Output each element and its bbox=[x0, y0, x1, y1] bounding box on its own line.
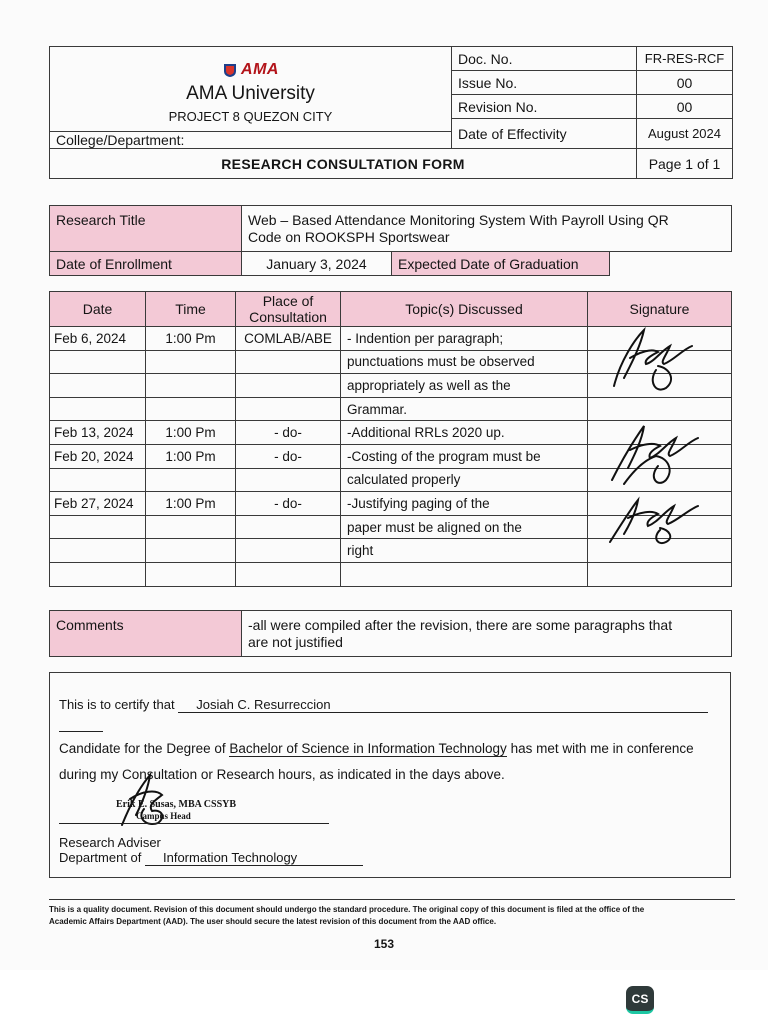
certify-line bbox=[59, 697, 708, 713]
date-cell: Feb 6, 2024 bbox=[50, 327, 146, 351]
time-cell bbox=[146, 515, 236, 539]
time-cell bbox=[146, 562, 236, 586]
effectivity-value: August 2024 bbox=[637, 119, 733, 149]
research-title-line: Web – Based Attendance Monitoring System With Payroll Using QR bbox=[248, 211, 669, 228]
quality-note-line: This is a quality document. Revision of this document should undergo the standard procedure. The original copy of this document is filed at the office of the bbox=[49, 905, 645, 914]
place-cell: - do- bbox=[236, 444, 341, 468]
table-row bbox=[50, 397, 732, 421]
page-number: 153 bbox=[373, 937, 395, 951]
comments-line: are not justified bbox=[248, 634, 343, 650]
topic-cell: calculated properly bbox=[341, 468, 588, 492]
date-cell bbox=[50, 515, 146, 539]
logo-wordmark: AMA bbox=[241, 60, 279, 78]
issue-no-value: 00 bbox=[637, 71, 733, 95]
time-cell: 1:00 Pm bbox=[146, 444, 236, 468]
time-cell bbox=[146, 374, 236, 398]
date-cell bbox=[50, 397, 146, 421]
signature-cell bbox=[588, 444, 732, 468]
university-name: AMA University bbox=[186, 82, 315, 104]
degree-line bbox=[59, 741, 694, 757]
topic-cell: punctuations must be observed bbox=[341, 350, 588, 374]
research-info-table bbox=[49, 205, 732, 276]
department-line bbox=[59, 850, 363, 866]
topic-cell: - Indention per paragraph; bbox=[341, 327, 588, 351]
issue-no-label: Issue No. bbox=[452, 71, 637, 95]
date-cell bbox=[50, 374, 146, 398]
university-branch: PROJECT 8 QUEZON CITY bbox=[168, 108, 333, 124]
quality-note bbox=[49, 904, 739, 928]
col-header-place-line: Place of bbox=[262, 293, 314, 309]
place-cell bbox=[236, 468, 341, 492]
topic-cell: paper must be aligned on the bbox=[341, 515, 588, 539]
table-row bbox=[50, 350, 732, 374]
col-header-time: Time bbox=[146, 292, 236, 327]
consultation-hours-line: during my Consultation or Research hours, as indicated in the days above. bbox=[59, 767, 505, 782]
place-cell bbox=[236, 515, 341, 539]
department-prefix: Department of bbox=[59, 850, 142, 865]
place-cell bbox=[236, 374, 341, 398]
degree-name: Bachelor of Science in Information Technology bbox=[229, 741, 507, 756]
table-row bbox=[50, 468, 732, 492]
signature-cell bbox=[588, 562, 732, 586]
camscanner-icon: CS bbox=[626, 986, 654, 1014]
col-header-topics: Topic(s) Discussed bbox=[341, 292, 588, 327]
col-header-place-line: Consultation bbox=[249, 309, 327, 325]
time-cell bbox=[146, 468, 236, 492]
date-cell bbox=[50, 562, 146, 586]
signature-cell bbox=[588, 492, 732, 516]
time-cell bbox=[146, 397, 236, 421]
table-row bbox=[50, 492, 732, 516]
table-row bbox=[50, 539, 732, 563]
doc-no-label: Doc. No. bbox=[452, 47, 637, 71]
place-cell: COMLAB/ABE bbox=[236, 327, 341, 351]
signature-cell bbox=[588, 350, 732, 374]
topic-cell bbox=[341, 562, 588, 586]
signature-cell bbox=[588, 421, 732, 445]
col-header-signature: Signature bbox=[588, 292, 732, 327]
adviser-signature-line bbox=[59, 823, 329, 824]
student-name: Josiah C. Resurreccion bbox=[178, 697, 708, 713]
adviser-label: Research Adviser bbox=[59, 835, 161, 850]
signature-cell bbox=[588, 539, 732, 563]
place-cell bbox=[236, 397, 341, 421]
comments-line: -all were compiled after the revision, there are some paragraphs that bbox=[248, 617, 673, 633]
university-block bbox=[50, 47, 452, 132]
topic-cell: right bbox=[341, 539, 588, 563]
consultation-table bbox=[49, 291, 732, 587]
table-row bbox=[50, 562, 732, 586]
place-cell: - do- bbox=[236, 492, 341, 516]
university-logo bbox=[56, 61, 445, 79]
col-header-place bbox=[236, 292, 341, 327]
comments-value bbox=[242, 611, 732, 657]
enrollment-value: January 3, 2024 bbox=[242, 252, 392, 276]
place-cell bbox=[236, 562, 341, 586]
quality-note-line: Academic Affairs Department (AAD). The user should secure the latest revision of this document from the AAD office. bbox=[49, 917, 497, 926]
table-row bbox=[50, 421, 732, 445]
graduation-label: Expected Date of Graduation bbox=[392, 252, 610, 276]
continuation-line bbox=[59, 731, 103, 732]
time-cell bbox=[146, 350, 236, 374]
time-cell bbox=[146, 539, 236, 563]
topic-cell: -Additional RRLs 2020 up. bbox=[341, 421, 588, 445]
comments-table bbox=[49, 610, 732, 657]
research-title-label: Research Title bbox=[50, 206, 242, 252]
table-row bbox=[50, 444, 732, 468]
date-cell bbox=[50, 468, 146, 492]
page-indicator: Page 1 of 1 bbox=[637, 149, 733, 179]
signature-cell bbox=[588, 515, 732, 539]
topic-cell: appropriately as well as the bbox=[341, 374, 588, 398]
topic-cell: Grammar. bbox=[341, 397, 588, 421]
date-cell: Feb 20, 2024 bbox=[50, 444, 146, 468]
table-row bbox=[50, 374, 732, 398]
date-cell: Feb 27, 2024 bbox=[50, 492, 146, 516]
effectivity-label: Date of Effectivity bbox=[452, 119, 637, 149]
topic-cell: -Justifying paging of the bbox=[341, 492, 588, 516]
topic-cell: -Costing of the program must be bbox=[341, 444, 588, 468]
signature-cell bbox=[588, 468, 732, 492]
adviser-title: Campus Head bbox=[136, 811, 191, 821]
signature-cell bbox=[588, 397, 732, 421]
certify-prefix: This is to certify that bbox=[59, 697, 175, 712]
doc-no-value: FR-RES-RCF bbox=[637, 47, 733, 71]
footer-divider bbox=[49, 899, 735, 900]
table-row bbox=[50, 327, 732, 351]
place-cell bbox=[236, 539, 341, 563]
form-title: RESEARCH CONSULTATION FORM bbox=[50, 149, 637, 179]
candidate-suffix: has met with me in conference bbox=[510, 741, 694, 756]
certification-box bbox=[49, 672, 731, 878]
col-header-date: Date bbox=[50, 292, 146, 327]
signature-cell bbox=[588, 374, 732, 398]
research-title-line: Code on ROOKSPH Sportswear bbox=[248, 228, 450, 245]
date-cell bbox=[50, 539, 146, 563]
time-cell: 1:00 Pm bbox=[146, 421, 236, 445]
revision-no-label: Revision No. bbox=[452, 95, 637, 119]
shield-icon bbox=[222, 62, 238, 78]
header-table bbox=[49, 46, 733, 179]
time-cell: 1:00 Pm bbox=[146, 327, 236, 351]
date-cell bbox=[50, 350, 146, 374]
place-cell: - do- bbox=[236, 421, 341, 445]
enrollment-label: Date of Enrollment bbox=[50, 252, 242, 276]
college-department-label: College/Department: bbox=[50, 132, 452, 149]
signature-cell bbox=[588, 327, 732, 351]
candidate-prefix: Candidate for the Degree of bbox=[59, 741, 226, 756]
date-cell: Feb 13, 2024 bbox=[50, 421, 146, 445]
comments-label: Comments bbox=[50, 611, 242, 657]
table-row bbox=[50, 515, 732, 539]
time-cell: 1:00 Pm bbox=[146, 492, 236, 516]
place-cell bbox=[236, 350, 341, 374]
adviser-name: Erik E. Susas, MBA CSSYB bbox=[116, 799, 237, 810]
research-title-value bbox=[242, 206, 732, 252]
revision-no-value: 00 bbox=[637, 95, 733, 119]
graduation-value bbox=[610, 252, 732, 276]
department-name: Information Technology bbox=[145, 850, 363, 866]
